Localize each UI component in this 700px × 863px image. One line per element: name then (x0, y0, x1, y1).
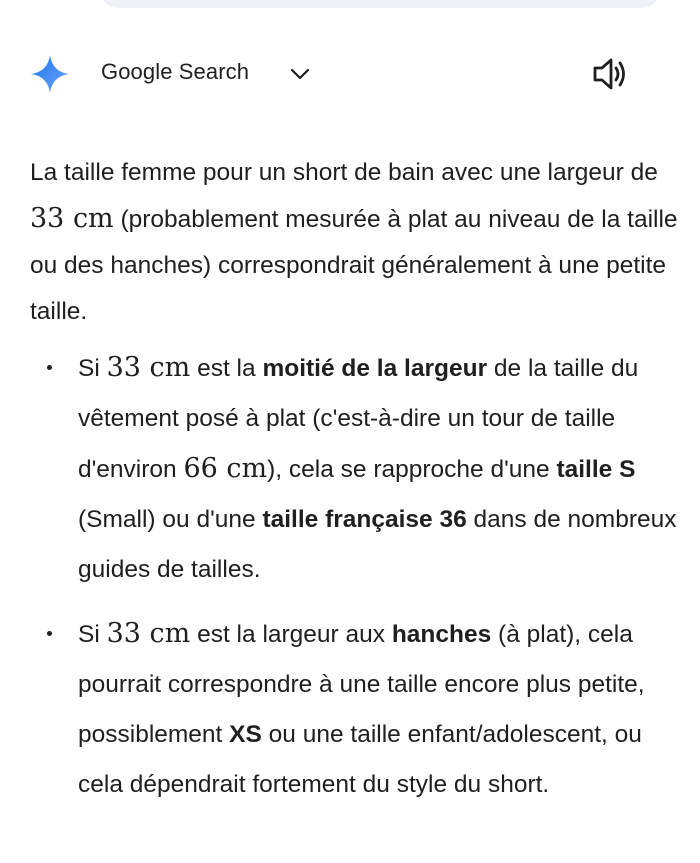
gemini-sparkle-icon (30, 54, 70, 94)
bullet-dot-icon (47, 631, 52, 636)
answer-intro-paragraph: La taille femme pour un short de bain avec une largeur de 33 cm (probablement mesurée à plat au niveau de la taille ou des hanches) correspondrait généralement à une petite taille. (30, 159, 678, 325)
speaker-icon[interactable] (590, 56, 630, 92)
math-value: 33 cm (106, 352, 191, 383)
bold-text: moitié de la largeur (262, 355, 488, 382)
source-header (0, 42, 700, 106)
bold-text: hanches (391, 621, 492, 648)
math-value: 33 cm (30, 203, 114, 234)
bullet-dot-icon (47, 365, 52, 370)
source-label[interactable]: Google Search (101, 59, 250, 84)
answer-bullet-list (30, 343, 680, 810)
math-value: 33 cm (106, 618, 191, 649)
chevron-down-icon[interactable] (288, 64, 312, 84)
list-item: Si 33 cm est la moitié de la largeur de la taille du vêtement posé à plat (c'est-à-dire un tour de taille d'environ 66 cm), cela se rapproche d'une taille S (Small) ou d'une taille française 36 dans de nombreux guides de tailles. (30, 343, 680, 595)
bold-text: taille S (556, 456, 636, 483)
bold-text: XS (229, 721, 262, 748)
answer-content (30, 150, 680, 824)
math-value: 66 cm (183, 453, 268, 484)
bold-text: taille française 36 (262, 506, 467, 533)
list-item: Si 33 cm est la largeur aux hanches (à plat), cela pourrait correspondre à une taille encore plus petite, possiblement XS ou une taille enfant/adolescent, ou cela dépendrait fortement du style du short. (30, 609, 680, 810)
search-bar-remnant[interactable] (100, 0, 660, 8)
